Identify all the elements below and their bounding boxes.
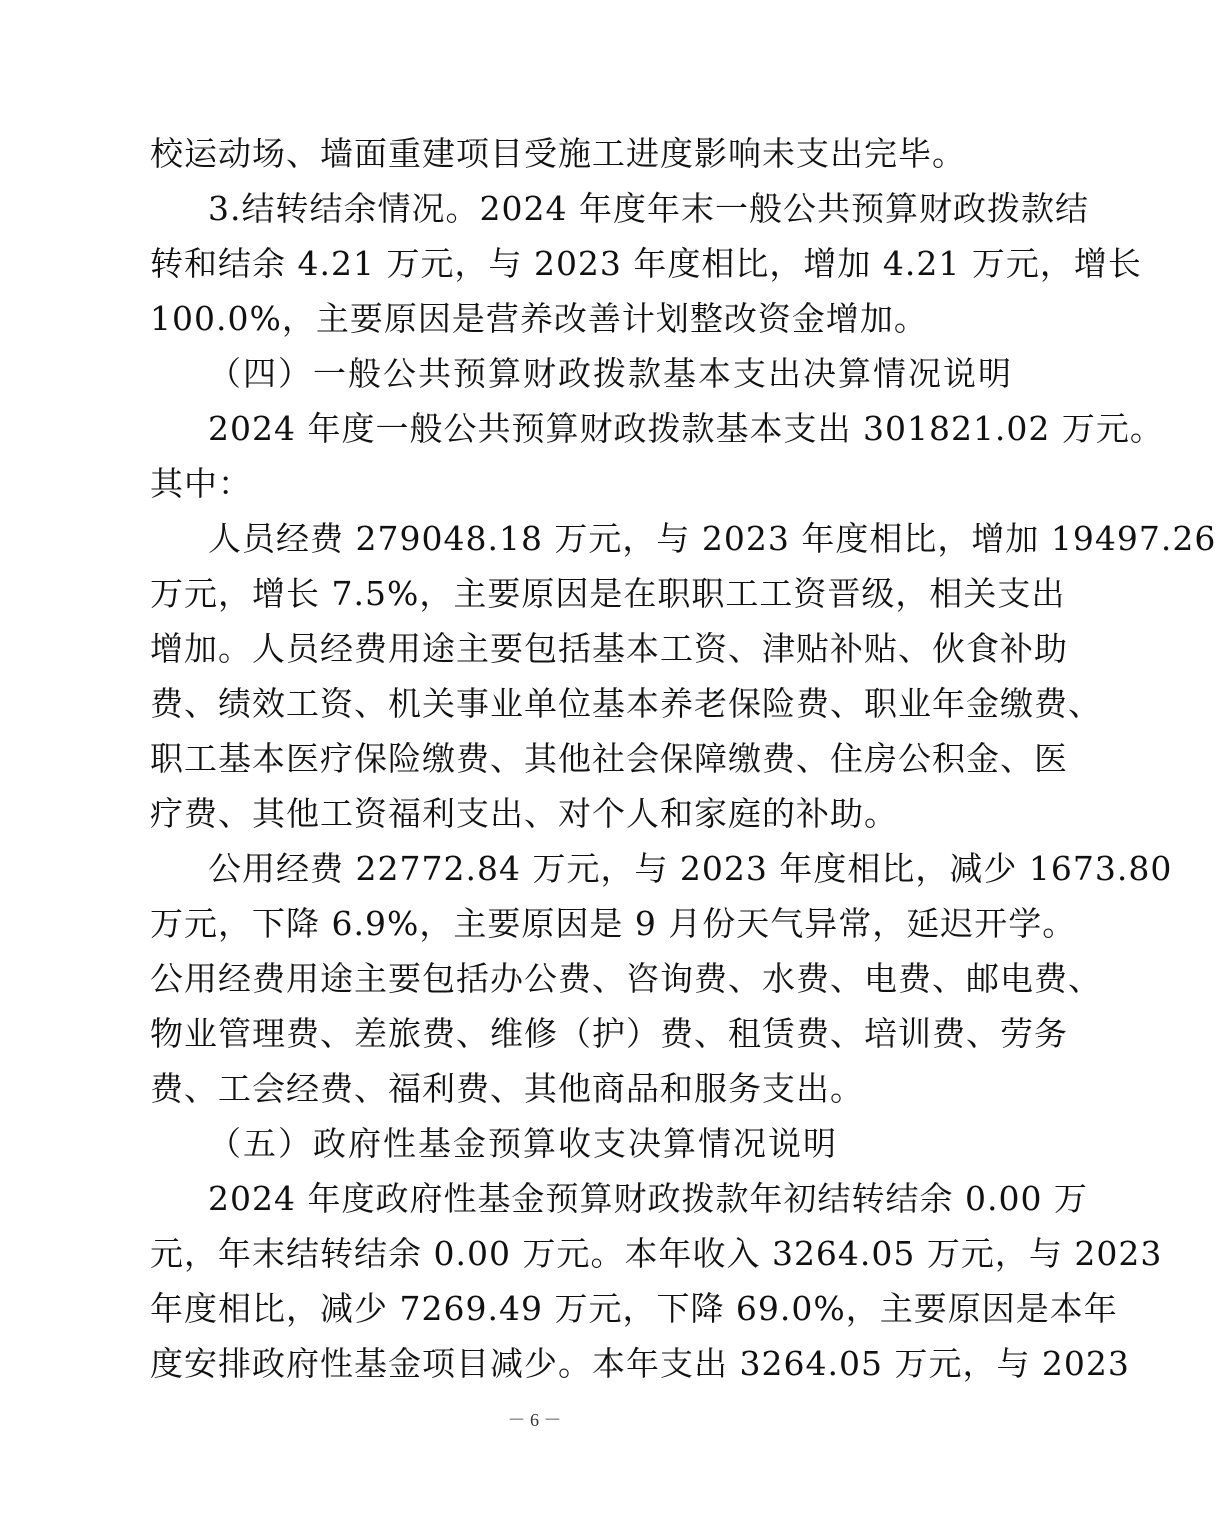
paragraph-line: 费、工会经费、福利费、其他商品和服务支出。 — [150, 1069, 864, 1108]
paragraph-line: 万元，下降 6.9%，主要原因是 9 月份天气异常，延迟开学。 — [150, 904, 1077, 943]
paragraph-line: 人员经费 279048.18 万元，与 2023 年度相比，增加 19497.26 — [208, 519, 1216, 558]
paragraph-line: 2024 年度政府性基金预算财政拨款年初结转结余 0.00 万 — [208, 1179, 1088, 1218]
page-number: － 6 － — [507, 1410, 562, 1430]
paragraph-line: 元，年末结转结余 0.00 万元。本年收入 3264.05 万元，与 2023 — [150, 1234, 1163, 1273]
paragraph-line: 其中： — [150, 464, 252, 503]
paragraph-line: 疗费、其他工资福利支出、对个人和家庭的补助。 — [150, 794, 898, 833]
paragraph-line: 度安排政府性基金项目减少。本年支出 3264.05 万元，与 2023 — [150, 1344, 1130, 1383]
paragraph-line: 增加。人员经费用途主要包括基本工资、津贴补贴、伙食补助 — [150, 629, 1068, 668]
section-heading: （四）一般公共预算财政拨款基本支出决算情况说明 — [208, 354, 1013, 393]
section-heading: （五）政府性基金预算收支决算情况说明 — [208, 1124, 838, 1163]
paragraph-line: 3.结转结余情况。2024 年度年末一般公共预算财政拨款结 — [208, 189, 1089, 228]
paragraph-line: 年度相比，减少 7269.49 万元，下降 69.0%，主要原因是本年 — [150, 1289, 1118, 1328]
paragraph-line: 公用经费 22772.84 万元，与 2023 年度相比，减少 1673.80 — [208, 849, 1173, 888]
document-body — [150, 126, 1216, 1391]
paragraph-line: 职工基本医疗保险缴费、其他社会保障缴费、住房公积金、医 — [150, 739, 1068, 778]
paragraph-line: 费、绩效工资、机关事业单位基本养老保险费、职业年金缴费、 — [150, 684, 1102, 723]
paragraph-line: 物业管理费、差旅费、维修（护）费、租赁费、培训费、劳务 — [150, 1014, 1068, 1053]
paragraph-line: 转和结余 4.21 万元，与 2023 年度相比，增加 4.21 万元，增长 — [150, 244, 1142, 283]
paragraph-line: 2024 年度一般公共预算财政拨款基本支出 301821.02 万元。 — [208, 409, 1164, 448]
paragraph-line: 校运动场、墙面重建项目受施工进度影响未支出完毕。 — [150, 134, 966, 173]
paragraph-line: 100.0%，主要原因是营养改善计划整改资金增加。 — [150, 299, 928, 338]
paragraph-line: 公用经费用途主要包括办公费、咨询费、水费、电费、邮电费、 — [150, 959, 1102, 998]
paragraph-line: 万元，增长 7.5%，主要原因是在职职工工资晋级，相关支出 — [150, 574, 1066, 613]
